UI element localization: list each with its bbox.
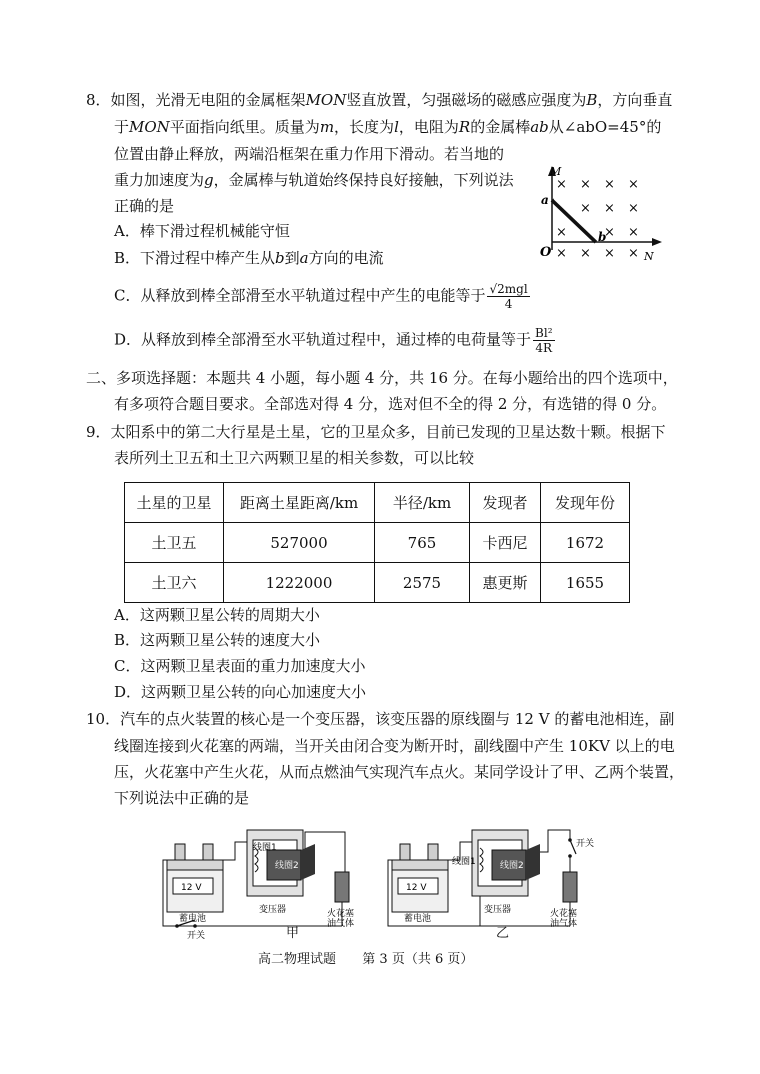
coil1-label: 线圈1 <box>253 843 277 853</box>
svg-text:×: × <box>604 246 615 261</box>
q8-stem-line5: 正确的是 <box>114 197 175 215</box>
figure-yi <box>380 820 595 942</box>
table-cell: 1672 <box>541 523 630 563</box>
battery-label: 蓄电池 <box>179 914 207 924</box>
svg-text:×: × <box>604 177 615 192</box>
q8-option-b: B．下滑过程中棒产生从b到a方向的电流 <box>114 249 384 267</box>
table-cell: 卡西尼 <box>470 523 541 563</box>
q10-stem-line2: 线圈连接到火花塞的两端，当开关由闭合变为断开时，副线圈中产生 10KV 以上的电 <box>114 737 675 755</box>
table-header-row <box>125 483 630 523</box>
q10-stem-line3: 压，火花塞中产生火花，从而点燃油气实现汽车点火。某同学设计了甲、乙两个装置， <box>114 763 685 781</box>
label-b: b <box>598 230 607 244</box>
transformer-label: 变压器 <box>484 905 512 915</box>
table-cell: 土卫五 <box>125 523 224 563</box>
fraction: $\frac{\text{Bl²}}{4R}$ <box>535 326 553 355</box>
q9-stem-line2: 表所列土卫五和土卫六两颗卫星的相关参数，可以比较 <box>114 449 475 467</box>
q8-stem-line2: 于MON平面指向纸里。质量为m，长度为l，电阻为R的金属棒ab从∠abO=45°的 <box>114 118 662 136</box>
footer <box>258 948 473 967</box>
label-m: M <box>550 165 562 178</box>
svg-text:×: × <box>556 246 567 261</box>
q8-stem-line4: 重力加速度为g，金属棒与轨道始终保持良好接触，下列说法 <box>114 171 514 189</box>
table-cell: 1222000 <box>224 563 375 603</box>
q9-option-d: D．这两颗卫星公转的向心加速度大小 <box>114 683 367 701</box>
svg-text:×: × <box>628 246 639 261</box>
label-a: a <box>541 193 549 207</box>
battery-voltage: 12 V <box>181 883 202 893</box>
q8-stem-line1: 8．如图，光滑无电阻的金属框架MON竖直放置，匀强磁场的磁感应强度为B，方向垂直 <box>86 91 673 109</box>
figure-jia-caption: 甲 <box>286 926 300 941</box>
svg-text:×: × <box>628 225 639 240</box>
q9-stem-line1: 9．太阳系中的第二大行星是土星，它的卫星众多，目前已发现的卫星达数十颗。根据下 <box>86 423 666 441</box>
switch-label: 开关 <box>576 839 595 849</box>
label-n: N <box>644 250 654 263</box>
footer-page-number: 第 3 页（共 6 页） <box>362 952 474 967</box>
q10-stem-line4: 下列说法中正确的是 <box>114 789 250 807</box>
table-header: 半径/km <box>375 483 470 523</box>
transformer-label: 变压器 <box>259 905 287 915</box>
figure-yi-caption: 乙 <box>496 926 510 941</box>
battery-icon <box>392 844 448 912</box>
table-cell: 765 <box>375 523 470 563</box>
battery-voltage: 12 V <box>406 883 427 893</box>
table-header: 距离土星距离/km <box>224 483 375 523</box>
magnetic-field-crosses <box>556 177 639 261</box>
battery-label: 蓄电池 <box>404 914 432 924</box>
spark-plug-label: 火花塞 <box>327 909 355 919</box>
satellite-table <box>124 482 630 603</box>
q9-option-a: A．这两颗卫星公转的周期大小 <box>114 606 320 624</box>
table-header: 发现年份 <box>541 483 630 523</box>
table-cell: 527000 <box>224 523 375 563</box>
svg-text:×: × <box>604 225 615 240</box>
switch-label: 开关 <box>187 931 206 941</box>
spark-plug-label: 火花塞 <box>550 909 578 919</box>
label-o: O <box>540 245 552 260</box>
battery-icon <box>167 844 223 912</box>
fraction: $\frac{\text{√2mgl}}{4}$ <box>489 282 528 311</box>
section2-instructions-line2: 有多项符合题目要求。全部选对得 4 分，选对但不全的得 2 分，有选错的得 0 分。 <box>114 395 667 413</box>
table-cell: 2575 <box>375 563 470 603</box>
table-cell: 1655 <box>541 563 630 603</box>
coil2-label: 线圈2 <box>275 861 299 871</box>
fuel-gas-label: 油气体 <box>327 919 355 929</box>
q8-option-a: A．棒下滑过程机械能守恒 <box>114 222 290 240</box>
footer-subject: 高二物理试题 <box>258 952 337 967</box>
table-row <box>125 563 630 603</box>
svg-text:×: × <box>604 201 615 216</box>
coil1-label: 线圈1 <box>452 857 476 867</box>
q9-option-b: B．这两颗卫星公转的速度大小 <box>114 631 321 649</box>
table-header: 发现者 <box>470 483 541 523</box>
section2-instructions-line1: 二、多项选择题：本题共 4 小题，每小题 4 分，共 16 分。在每小题给出的四个选项中， <box>86 369 678 387</box>
q8-figure <box>536 164 666 266</box>
svg-text:×: × <box>580 177 591 192</box>
q10-stem-line1: 10．汽车的点火装置的核心是一个变压器，该变压器的原线圈与 12 V 的蓄电池相连，副 <box>86 710 675 728</box>
svg-text:×: × <box>556 225 567 240</box>
table-cell: 土卫六 <box>125 563 224 603</box>
svg-text:×: × <box>580 246 591 261</box>
svg-text:×: × <box>628 177 639 192</box>
table-cell: 惠更斯 <box>470 563 541 603</box>
figure-jia <box>155 820 365 942</box>
svg-text:×: × <box>556 177 567 192</box>
coil2-label: 线圈2 <box>500 861 524 871</box>
svg-text:×: × <box>580 201 591 216</box>
q8-option-d: D．从释放到棒全部滑至水平轨道过程中，通过棒的电荷量等于 $\frac{\text{Bl²}}{4R}$ <box>114 326 553 355</box>
q8-option-c: C．从释放到棒全部滑至水平轨道过程中产生的电能等于 $\frac{\text{√2mgl}}{4}$ <box>114 282 528 311</box>
q8-stem-line3: 位置由静止释放，两端沿框架在重力作用下滑动。若当地的 <box>114 145 505 163</box>
table-row <box>125 523 630 563</box>
svg-text:×: × <box>628 201 639 216</box>
table-header: 土星的卫星 <box>125 483 224 523</box>
q9-option-c: C．这两颗卫星表面的重力加速度大小 <box>114 657 366 675</box>
fuel-gas-label: 油气体 <box>550 919 578 929</box>
